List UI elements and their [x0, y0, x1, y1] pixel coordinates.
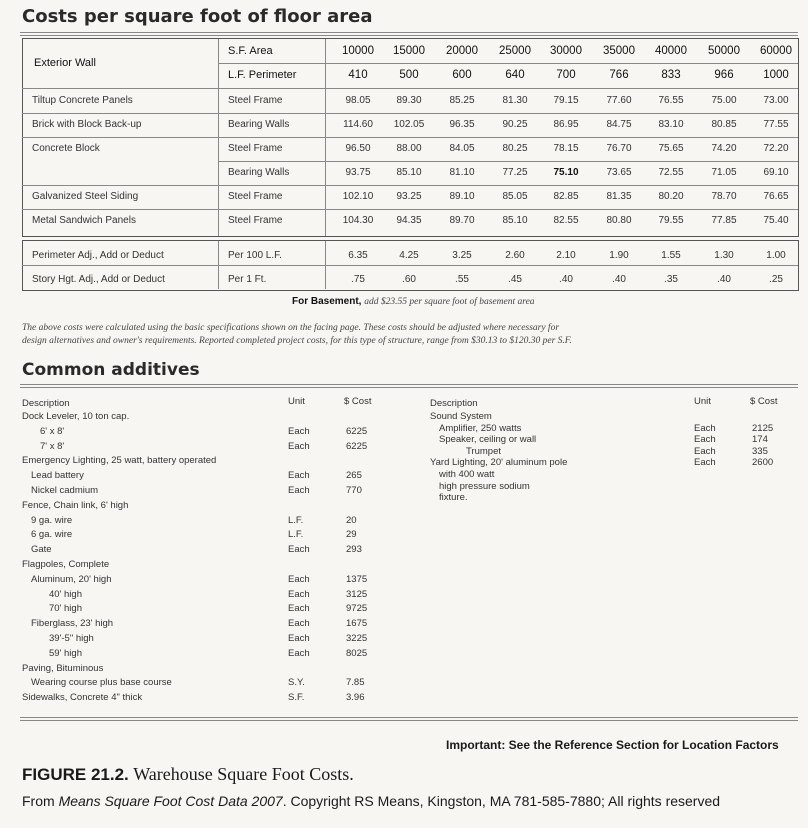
- left-additive-description-14: Fiberglass, 23' high: [31, 618, 114, 630]
- left-additive-description-15: 39'-5" high: [49, 633, 94, 644]
- right-additive-unit-2: Each: [694, 434, 716, 446]
- left-cost-header: $ Cost: [344, 396, 372, 407]
- adjustment-value-0-6: 1.55: [661, 250, 681, 261]
- adj-row-line: [22, 265, 798, 266]
- source-line: [22, 793, 720, 809]
- row-line-1: [22, 137, 798, 138]
- sf-area-5: 35000: [603, 45, 635, 57]
- basement-note: [292, 296, 535, 307]
- left-additive-cost-7: 20: [346, 514, 357, 526]
- cost-value-0-4: 79.15: [553, 95, 579, 106]
- left-additive-description-0: Dock Leveler, 10 ton cap.: [22, 411, 130, 422]
- framing-0: Steel Frame: [228, 95, 283, 106]
- note-line-2: design alternatives and owner's requirements. Reported completed project costs, for this type of structure, range from $30.13 to $120.30 per S.F.: [22, 336, 572, 346]
- bottom-rule: [20, 717, 798, 721]
- cost-value-4-7: 78.70: [711, 191, 737, 202]
- cost-value-4-3: 85.05: [502, 191, 528, 202]
- header-mid-line: [218, 63, 798, 64]
- right-additive-cost-1: 2125: [752, 422, 774, 434]
- adjustment-value-1-3: .45: [508, 274, 522, 285]
- left-additive-unit-1: Each: [288, 425, 310, 437]
- left-additive-description-1: 6' x 8': [40, 425, 65, 437]
- sf-area-2: 20000: [446, 45, 478, 57]
- cost-value-5-2: 89.70: [449, 215, 475, 226]
- figure-title: Warehouse Square Foot Costs.: [133, 764, 354, 784]
- left-additive-cost-8: 29: [346, 529, 357, 541]
- right-additive-cost-2: 174: [752, 434, 768, 446]
- cost-value-1-5: 84.75: [606, 119, 632, 130]
- adjustment-value-1-5: .40: [612, 274, 626, 285]
- left-additive-unit-13: Each: [288, 603, 310, 615]
- adjustment-label-1: Story Hgt. Adj., Add or Deduct: [32, 274, 165, 285]
- right-additive-unit-3: Each: [694, 445, 716, 457]
- cost-value-3-3: 77.25: [502, 167, 528, 178]
- right-additive-description-1: Amplifier, 250 watts: [439, 422, 522, 434]
- left-additive-unit-4: Each: [288, 470, 310, 482]
- figure-caption: [22, 764, 354, 785]
- left-additive-cost-1: 6225: [346, 425, 368, 437]
- adjustment-value-0-3: 2.60: [505, 250, 525, 261]
- right-cost-header: $ Cost: [750, 396, 778, 407]
- adjustment-value-0-0: 6.35: [348, 250, 368, 261]
- lf-perimeter-0: 410: [348, 69, 368, 81]
- left-additive-unit-2: Each: [288, 440, 310, 452]
- row-line-2: [22, 185, 798, 186]
- additives-rule: [20, 384, 798, 388]
- adjustment-value-1-2: .55: [455, 274, 469, 285]
- exterior-wall-header: Exterior Wall: [34, 57, 96, 69]
- left-additive-unit-16: Each: [288, 647, 310, 659]
- exterior-wall-0: Tiltup Concrete Panels: [32, 95, 133, 106]
- left-additive-description-18: Wearing course plus base course: [31, 677, 172, 689]
- cost-value-2-7: 74.20: [711, 143, 737, 154]
- right-additive-description-0: Sound System: [430, 411, 492, 422]
- cost-value-2-6: 75.65: [658, 143, 684, 154]
- cost-value-3-2: 81.10: [449, 167, 475, 178]
- right-additive-description-3: Trumpet: [466, 445, 502, 457]
- adjustment-value-0-4: 2.10: [556, 250, 576, 261]
- left-additive-description-9: Gate: [31, 544, 52, 556]
- left-additive-description-7: 9 ga. wire: [31, 514, 73, 526]
- source-prefix: From: [22, 793, 59, 809]
- left-additive-description-2: 7' x 8': [40, 440, 65, 452]
- cost-value-5-3: 85.10: [502, 215, 528, 226]
- sf-area-label: S.F. Area: [228, 45, 273, 57]
- cost-value-4-4: 82.85: [553, 191, 579, 202]
- adjustment-value-1-4: .40: [559, 274, 573, 285]
- cost-value-5-5: 80.80: [606, 215, 632, 226]
- left-additive-unit-19: S.F.: [288, 692, 305, 704]
- left-additive-description-17: Paving, Bituminous: [22, 662, 104, 674]
- cost-value-4-2: 89.10: [449, 191, 475, 202]
- source-suffix: . Copyright RS Means, Kingston, MA 781-585-7880; All rights reserved: [282, 793, 721, 809]
- cost-value-4-0: 102.10: [342, 191, 374, 202]
- left-additive-description-11: Aluminum, 20' high: [31, 573, 112, 585]
- right-additive-description-7: fixture.: [439, 492, 468, 504]
- left-description-header: Description: [22, 398, 70, 409]
- cost-value-3-6: 72.55: [658, 167, 684, 178]
- left-additive-unit-14: Each: [288, 618, 310, 630]
- cost-value-4-1: 93.25: [396, 191, 422, 202]
- left-additive-description-16: 59' high: [49, 647, 82, 659]
- cost-value-2-4: 78.15: [553, 143, 579, 154]
- cost-value-2-0: 96.50: [345, 143, 371, 154]
- cost-value-0-7: 75.00: [711, 95, 737, 106]
- framing-4: Steel Frame: [228, 191, 283, 202]
- lf-perimeter-5: 766: [609, 69, 629, 81]
- left-additive-cost-13: 9725: [346, 603, 368, 615]
- left-additive-cost-14: 1675: [346, 618, 368, 630]
- sf-area-4: 30000: [550, 45, 582, 57]
- left-additive-description-12: 40' high: [49, 588, 82, 600]
- left-additive-cost-2: 6225: [346, 440, 368, 452]
- cost-value-2-1: 88.00: [396, 143, 422, 154]
- header-bottom-line: [22, 88, 798, 89]
- basement-text: add $23.55 per square foot of basement area: [364, 297, 535, 307]
- right-additive-unit-1: Each: [694, 422, 716, 434]
- cost-value-1-7: 80.85: [711, 119, 737, 130]
- cost-value-0-6: 76.55: [658, 95, 684, 106]
- row-line-3: [22, 209, 798, 210]
- right-additive-cost-3: 335: [752, 445, 768, 457]
- lf-perimeter-6: 833: [661, 69, 681, 81]
- adjustment-value-0-2: 3.25: [452, 250, 472, 261]
- left-additive-description-8: 6 ga. wire: [31, 529, 73, 541]
- sf-area-7: 50000: [708, 45, 740, 57]
- left-additive-unit-5: Each: [288, 485, 310, 496]
- page-title: Costs per square foot of floor area: [22, 6, 373, 27]
- lf-perimeter-label: L.F. Perimeter: [228, 69, 297, 81]
- sf-area-0: 10000: [342, 45, 374, 57]
- note-line-1: The above costs were calculated using the basic specifications shown on the facing page. These costs should be adjusted where necessary for: [22, 323, 560, 333]
- adjustment-value-1-6: .35: [664, 274, 678, 285]
- lf-perimeter-3: 640: [505, 69, 525, 81]
- adjustment-value-0-5: 1.90: [609, 250, 629, 261]
- location-factors-note: Important: See the Reference Section for Location Factors: [446, 738, 779, 752]
- framing-5: Steel Frame: [228, 215, 283, 226]
- right-additive-description-4: Yard Lighting, 20' aluminum pole: [430, 457, 568, 469]
- lf-perimeter-7: 966: [714, 69, 734, 81]
- exterior-wall-4: Galvanized Steel Siding: [32, 191, 139, 202]
- adjustment-value-0-7: 1.30: [714, 250, 734, 261]
- cost-value-3-5: 73.65: [606, 167, 632, 178]
- figure-label: FIGURE 21.2.: [22, 765, 129, 784]
- cost-value-3-1: 85.10: [396, 167, 422, 178]
- cost-value-3-4: 75.10: [553, 167, 579, 178]
- cost-value-5-1: 94.35: [396, 215, 422, 226]
- left-additive-unit-12: Each: [288, 588, 310, 600]
- cost-value-0-3: 81.30: [502, 95, 528, 106]
- cost-value-1-6: 83.10: [658, 119, 684, 130]
- cost-value-5-0: 104.30: [342, 215, 374, 226]
- cost-value-0-0: 98.05: [345, 95, 371, 106]
- sf-area-6: 40000: [655, 45, 687, 57]
- framing-2: Steel Frame: [228, 143, 283, 154]
- exterior-wall-5: Metal Sandwich Panels: [32, 215, 136, 226]
- left-additive-cost-5: 770: [346, 485, 362, 496]
- cost-value-3-7: 71.05: [711, 167, 737, 178]
- left-additive-cost-19: 3.96: [346, 692, 365, 704]
- right-description-header: Description: [430, 398, 478, 409]
- cost-value-0-5: 77.60: [606, 95, 632, 106]
- row-line-0: [22, 113, 798, 114]
- lf-perimeter-8: 1000: [763, 69, 789, 81]
- cost-value-0-2: 85.25: [449, 95, 475, 106]
- left-additive-unit-11: Each: [288, 573, 310, 585]
- cost-value-3-0: 93.75: [345, 167, 371, 178]
- cost-value-4-8: 76.65: [763, 191, 789, 202]
- left-additive-unit-18: S.Y.: [288, 677, 305, 689]
- title-rule: [20, 32, 798, 36]
- left-additive-cost-16: 8025: [346, 647, 368, 659]
- framing-3: Bearing Walls: [228, 167, 290, 178]
- sf-area-3: 25000: [499, 45, 531, 57]
- exterior-wall-2: Concrete Block: [32, 143, 100, 154]
- cost-value-1-0: 114.60: [343, 119, 373, 130]
- cost-value-2-8: 72.20: [763, 143, 789, 154]
- right-additive-unit-4: Each: [694, 457, 716, 469]
- additives-title: Common additives: [22, 360, 200, 380]
- cost-value-0-8: 73.00: [763, 95, 789, 106]
- left-additive-cost-9: 293: [346, 544, 362, 556]
- framing-1: Bearing Walls: [228, 119, 290, 130]
- cost-value-1-8: 77.55: [763, 119, 789, 130]
- left-unit-header: Unit: [288, 396, 305, 407]
- cost-value-5-6: 79.55: [658, 215, 684, 226]
- left-additive-description-13: 70' high: [49, 603, 82, 615]
- cost-value-5-8: 75.40: [763, 215, 789, 226]
- left-additive-description-6: Fence, Chain link, 6' high: [22, 499, 129, 511]
- left-additive-cost-11: 1375: [346, 573, 368, 585]
- left-additive-unit-15: Each: [288, 633, 310, 644]
- exterior-wall-1: Brick with Block Back-up: [32, 119, 142, 130]
- adjustment-value-1-8: .25: [769, 274, 783, 285]
- cost-value-1-3: 90.25: [502, 119, 528, 130]
- left-additive-unit-9: Each: [288, 544, 310, 556]
- right-additive-cost-4: 2600: [752, 457, 774, 469]
- sf-area-1: 15000: [393, 45, 425, 57]
- cost-value-1-2: 96.35: [449, 119, 475, 130]
- cost-value-5-7: 77.85: [711, 215, 737, 226]
- cost-value-1-1: 102.05: [393, 119, 425, 130]
- left-additive-cost-15: 3225: [346, 633, 368, 644]
- right-additive-description-6: high pressure sodium: [439, 480, 530, 492]
- cost-value-2-2: 84.05: [449, 143, 475, 154]
- left-additive-unit-7: L.F.: [288, 514, 304, 526]
- left-additive-description-19: Sidewalks, Concrete 4" thick: [22, 692, 143, 704]
- left-additive-cost-4: 265: [346, 470, 362, 482]
- lf-perimeter-1: 500: [399, 69, 419, 81]
- sf-area-8: 60000: [760, 45, 792, 57]
- adjustment-label-0: Perimeter Adj., Add or Deduct: [32, 250, 164, 261]
- lf-perimeter-2: 600: [452, 69, 472, 81]
- adjustment-unit-0: Per 100 L.F.: [228, 250, 282, 261]
- left-additive-description-5: Nickel cadmium: [31, 485, 99, 496]
- cost-value-0-1: 89.30: [396, 95, 422, 106]
- left-additive-description-4: Lead battery: [31, 470, 84, 482]
- adjustment-value-0-1: 4.25: [399, 250, 419, 261]
- adjustment-unit-1: Per 1 Ft.: [228, 274, 267, 285]
- left-additive-description-3: Emergency Lighting, 25 watt, battery operated: [22, 455, 217, 467]
- adjustment-value-1-1: .60: [402, 274, 416, 285]
- left-additive-unit-8: L.F.: [288, 529, 304, 541]
- cost-value-2-3: 80.25: [502, 143, 528, 154]
- source-title: Means Square Foot Cost Data 2007: [58, 793, 283, 809]
- right-unit-header: Unit: [694, 396, 711, 407]
- left-additive-description-10: Flagpoles, Complete: [22, 559, 110, 570]
- adjustment-value-1-7: .40: [717, 274, 731, 285]
- basement-label: For Basement,: [292, 296, 365, 307]
- row-line-bearing: [218, 161, 798, 162]
- cost-value-3-8: 69.10: [763, 167, 789, 178]
- cost-value-4-6: 80.20: [658, 191, 684, 202]
- cost-value-2-5: 76.70: [606, 143, 632, 154]
- right-additive-description-5: with 400 watt: [439, 469, 495, 480]
- adjustment-value-1-0: .75: [351, 274, 365, 285]
- right-additive-description-2: Speaker, ceiling or wall: [439, 434, 537, 446]
- lf-perimeter-4: 700: [556, 69, 576, 81]
- left-additive-cost-12: 3125: [346, 588, 368, 600]
- adjustment-value-0-8: 1.00: [766, 250, 786, 261]
- cost-value-1-4: 86.95: [553, 119, 579, 130]
- left-additive-cost-18: 7.85: [346, 677, 365, 689]
- cost-value-5-4: 82.55: [553, 215, 579, 226]
- cost-value-4-5: 81.35: [606, 191, 632, 202]
